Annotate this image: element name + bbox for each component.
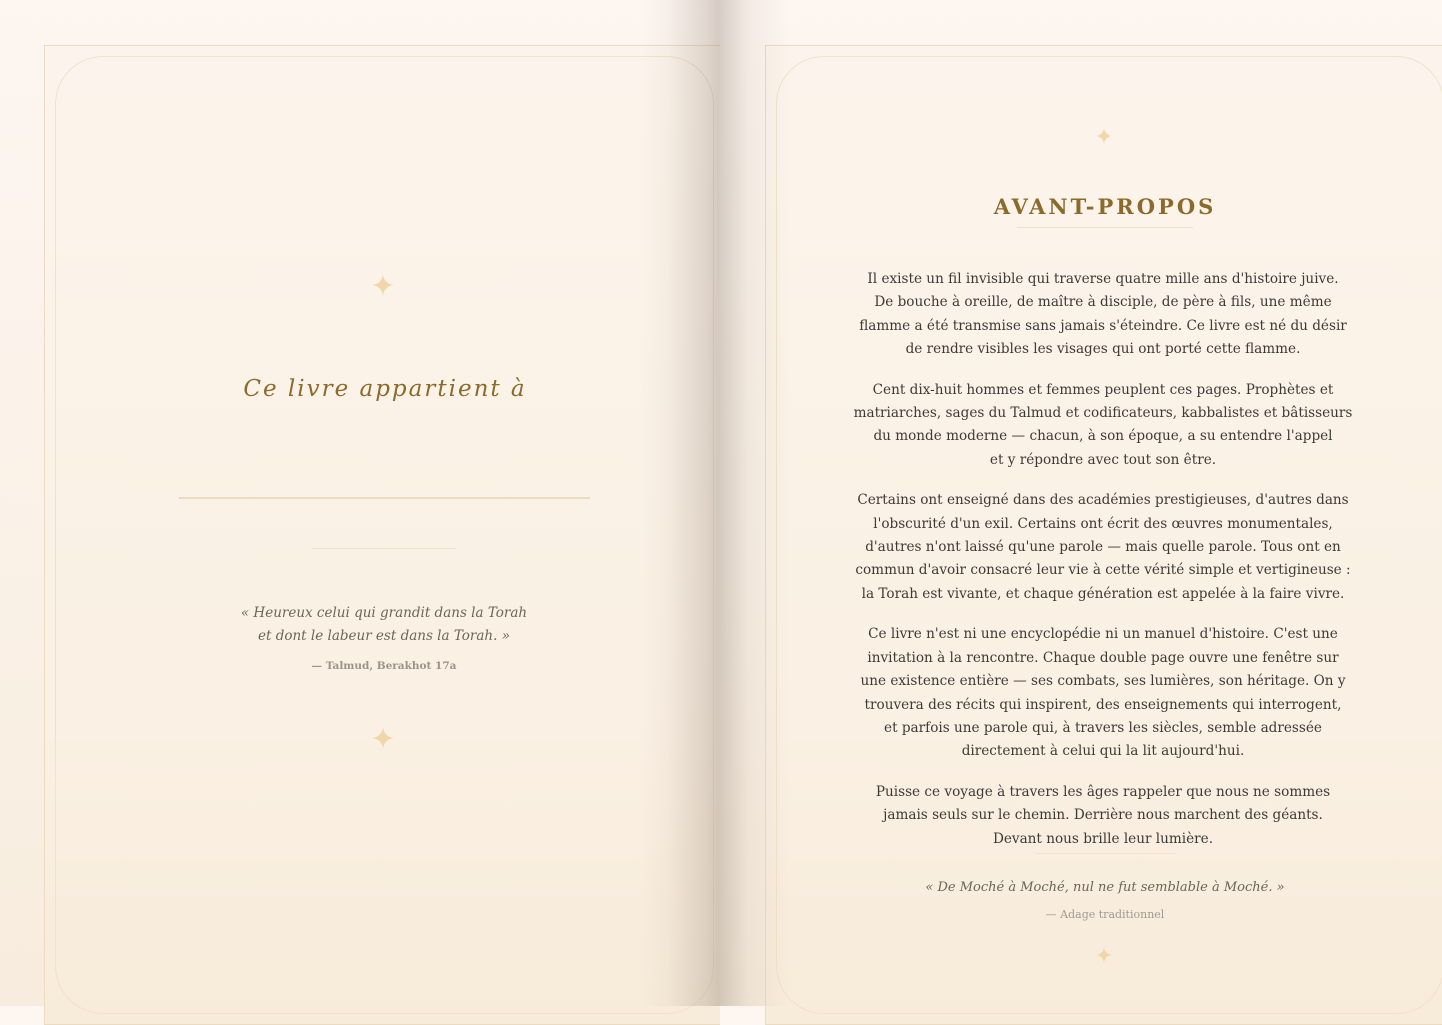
ornament-star-icon: ✦ <box>1094 125 1114 150</box>
closing-quote: « De Moché à Moché, nul ne fut semblable à Moché. » <box>925 880 1285 895</box>
foreword-paragraph: Certains ont enseigné dans des académies prestigieuses, d'autres dans l'obscurité d'un exil. Certains ont écrit des œuvres monumentales, d'autres n'ont laissé qu'une parole — mais quelle parole. Tous ont en commun d'avoir consacré leur vie à cette vérité simple et vertigineuse : la Torah est vivante, et chaque génération est appelée à la faire vivre. <box>855 492 1351 602</box>
closing-attribution: — Adage traditionnel <box>1045 908 1165 921</box>
section-title: AVANT-PROPOS <box>993 194 1217 219</box>
foreword-paragraph: Il existe un fil invisible qui traverse quatre mille ans d'histoire juive. De bouche à oreille, de maître à disciple, de père à fils, une même flamme a été transmise sans jamais s'éteindre. Ce livre est né du désir de rendre visibles les visages qui ont porté cette flamme. <box>859 271 1347 358</box>
left-page-frame <box>55 56 714 1014</box>
owner-title: Ce livre appartient à <box>243 376 527 402</box>
left-page <box>44 45 720 1025</box>
ornament-star-icon: ✦ <box>370 722 396 757</box>
divider <box>312 548 456 549</box>
foreword-paragraph: Puisse ce voyage à travers les âges rappeler que nous ne sommes jamais seuls sur le chemin. Derrière nous marchent des géants. Devant nous brille leur lumière. <box>875 783 1331 847</box>
owner-name-line <box>179 497 590 499</box>
epigraph-attribution: — Talmud, Berakhot 17a <box>311 660 457 672</box>
ornament-star-icon: ✦ <box>370 269 396 304</box>
ornament-star-icon: ✦ <box>1094 944 1114 969</box>
foreword-paragraph: Ce livre n'est ni une encyclopédie ni un manuel d'histoire. C'est une invitation à la rencontre. Chaque double page ouvre une fenêtre sur une existence entière — ses combats, ses lumières, son héritage. On y trouvera des récits qui inspirent, des enseignements qui interrogent, et parfois une parole qui, à travers les siècles, semble adressée directement à celui qui la lit aujourd'hui. <box>860 626 1346 760</box>
foreword-paragraph: Cent dix-huit hommes et femmes peuplent ces pages. Prophètes et matriarches, sages du Talmud et codificateurs, kabbalistes et bâtisseurs du monde moderne — chacun, à son époque, a su entendre l'appel et y répondre avec tout son être. <box>853 381 1353 468</box>
foreword-body <box>850 268 1356 868</box>
epigraph-line-1: « Heureux celui qui grandit dans la Torah <box>240 605 528 621</box>
closing-divider <box>1035 853 1175 854</box>
title-underline <box>1017 227 1193 228</box>
epigraph-line-2: et dont le labeur est dans la Torah. » <box>258 628 510 644</box>
epigraph-quote <box>200 602 568 648</box>
